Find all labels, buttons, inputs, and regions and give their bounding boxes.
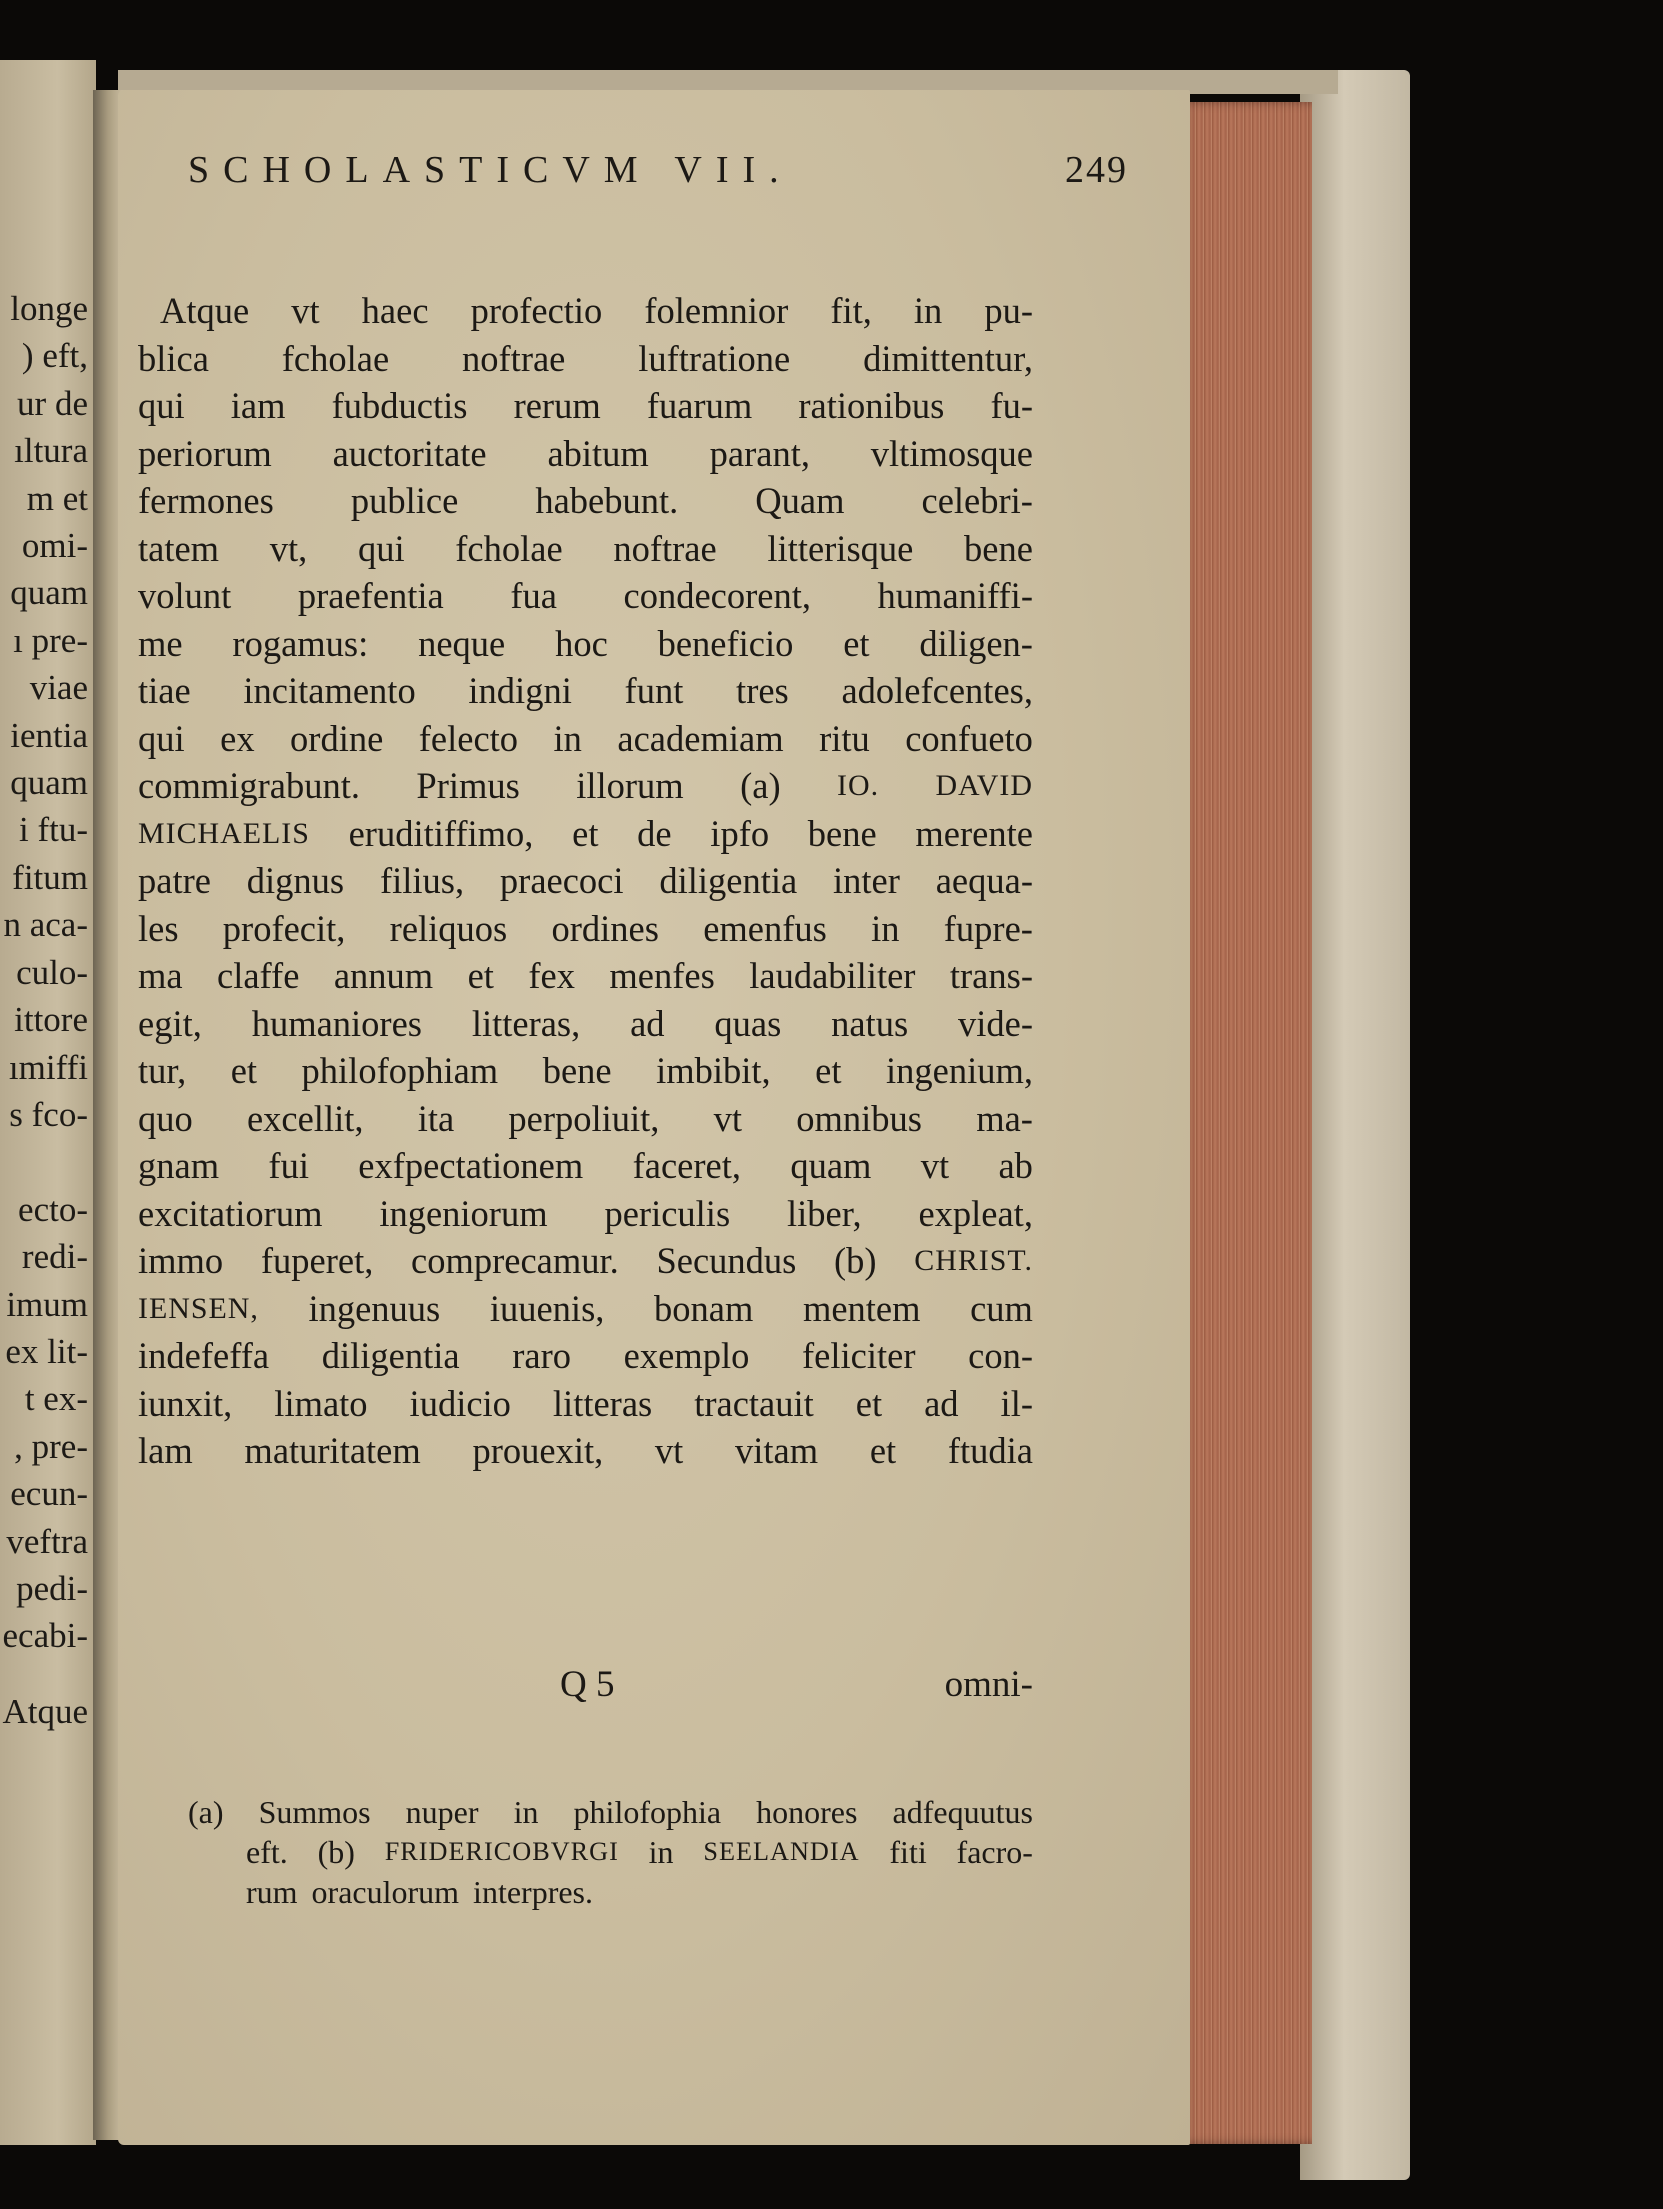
body-line: excitatiorum ingeniorum periculis liber, expleat, bbox=[138, 1192, 1033, 1234]
body-line: me rogamus: neque hoc beneficio et diligen- bbox=[138, 622, 1033, 664]
body-line: gnam fui exfpectationem faceret, quam vt ab bbox=[138, 1145, 1033, 1186]
previous-page-line: ecabi- bbox=[2, 1616, 88, 1656]
running-header bbox=[188, 140, 1128, 200]
previous-page-line: fitum bbox=[12, 857, 88, 897]
previous-page-line: s fco- bbox=[9, 1094, 88, 1134]
body-line: volunt praefentia fua condecorent, humaniffi- bbox=[138, 575, 1033, 616]
previous-page-line bbox=[0, 1138, 88, 1185]
previous-page-text bbox=[0, 285, 88, 1735]
body-line: lam maturitatem prouexit, vt vitam et ftudia bbox=[138, 1430, 1033, 1471]
previous-page-line: ı pre- bbox=[13, 620, 88, 660]
previous-page bbox=[0, 60, 96, 2145]
body-line: fermones publice habebunt. Quam celebri- bbox=[138, 480, 1033, 521]
previous-page-line: , pre- bbox=[14, 1426, 88, 1466]
running-title: SCHOLASTICVM VII. bbox=[188, 149, 793, 191]
body-line: qui iam fubductis rerum fuarum rationibus fu- bbox=[138, 385, 1033, 426]
previous-page-line: n aca- bbox=[3, 905, 88, 945]
previous-page-line: redi- bbox=[21, 1237, 88, 1277]
body-line: tiae incitamento indigni funt tres adolefcentes, bbox=[138, 670, 1033, 711]
catchword: omni- bbox=[944, 1664, 1033, 1705]
footnotes bbox=[188, 1792, 1033, 1912]
body-line: iunxit, limato iudicio litteras tractauit et ad il- bbox=[138, 1382, 1033, 1424]
previous-page-line: omi- bbox=[21, 526, 88, 566]
previous-page-line: pedi- bbox=[16, 1568, 88, 1608]
body-line: tur, et philofophiam bene imbibit, et ingenium, bbox=[138, 1050, 1033, 1091]
previous-page-line: ur de bbox=[17, 383, 88, 423]
previous-page-line: imum bbox=[6, 1284, 88, 1324]
body-line: indefeffa diligentia raro exemplo feliciter con- bbox=[138, 1335, 1033, 1376]
previous-page-last-word: Atque bbox=[2, 1691, 88, 1731]
body-line: MICHAELIS eruditiffimo, et de ipfo bene merente bbox=[138, 812, 1033, 854]
previous-page-line: ıltura bbox=[14, 431, 88, 471]
previous-page-line: ) eft, bbox=[21, 336, 88, 376]
body-line: periorum auctoritate abitum parant, vltimosque bbox=[138, 432, 1033, 474]
body-line: IENSEN, ingenuus iuuenis, bonam mentem cum bbox=[138, 1287, 1033, 1329]
previous-page-line: ex lit- bbox=[5, 1331, 88, 1371]
previous-page-line: longe bbox=[10, 289, 88, 328]
body-line: qui ex ordine felecto in academiam ritu confueto bbox=[138, 717, 1033, 759]
previous-page-line: i ftu- bbox=[18, 810, 88, 850]
previous-page-line: quam bbox=[10, 763, 88, 803]
previous-page-line: culo- bbox=[16, 952, 88, 992]
body-line: patre dignus filius, praecoci diligentia inter aequa- bbox=[138, 860, 1033, 901]
body-line: ma claffe annum et fex menfes laudabiliter trans- bbox=[138, 955, 1033, 996]
footnote-line: rum oraculorum interpres. bbox=[246, 1874, 593, 1910]
body-line: quo excellit, ita perpoliuit, vt omnibus ma- bbox=[138, 1097, 1033, 1139]
body-line: tatem vt, qui fcholae noftrae litterisque bene bbox=[138, 527, 1033, 569]
previous-page-line: ımiffi bbox=[8, 1047, 88, 1087]
previous-page-line: m et bbox=[26, 478, 88, 518]
previous-page-line: ittore bbox=[14, 1000, 88, 1040]
previous-page-line: ecto- bbox=[18, 1189, 88, 1229]
body-line: commigrabunt. Primus illorum (a) IO. DAVID bbox=[138, 765, 1033, 806]
previous-page-line: ecun- bbox=[10, 1474, 88, 1514]
previous-page-line: quam bbox=[10, 573, 88, 613]
body-text bbox=[138, 287, 1033, 1475]
book-cover-edge bbox=[1300, 70, 1410, 2180]
body-line: immo fuperet, comprecamur. Secundus (b) CHRIST. bbox=[138, 1240, 1033, 1281]
page-number: 249 bbox=[1065, 149, 1128, 191]
body-line: egit, humaniores litteras, ad quas natus vide- bbox=[138, 1002, 1033, 1044]
signature-mark: Q 5 bbox=[560, 1664, 615, 1705]
signature-line bbox=[138, 1660, 1033, 1710]
previous-page-line: t ex- bbox=[24, 1379, 88, 1419]
previous-page-line: veftra bbox=[6, 1521, 88, 1561]
previous-page-line: viae bbox=[29, 668, 88, 708]
body-line: les profecit, reliquos ordines emenfus in fupre- bbox=[138, 907, 1033, 949]
footnote-line: (a) Summos nuper in philofophia honores adfequutus bbox=[188, 1794, 1033, 1830]
previous-page-line: ientia bbox=[10, 715, 88, 755]
page-fore-edge bbox=[1180, 102, 1312, 2144]
body-line: blica fcholae noftrae luftratione dimittentur, bbox=[138, 337, 1033, 379]
body-line: Atque vt haec profectio folemnior fit, in pu- bbox=[160, 290, 1033, 331]
footnote-line: eft. (b) FRIDERICOBVRGI in SEELANDIA fiti facro- bbox=[246, 1834, 1033, 1870]
